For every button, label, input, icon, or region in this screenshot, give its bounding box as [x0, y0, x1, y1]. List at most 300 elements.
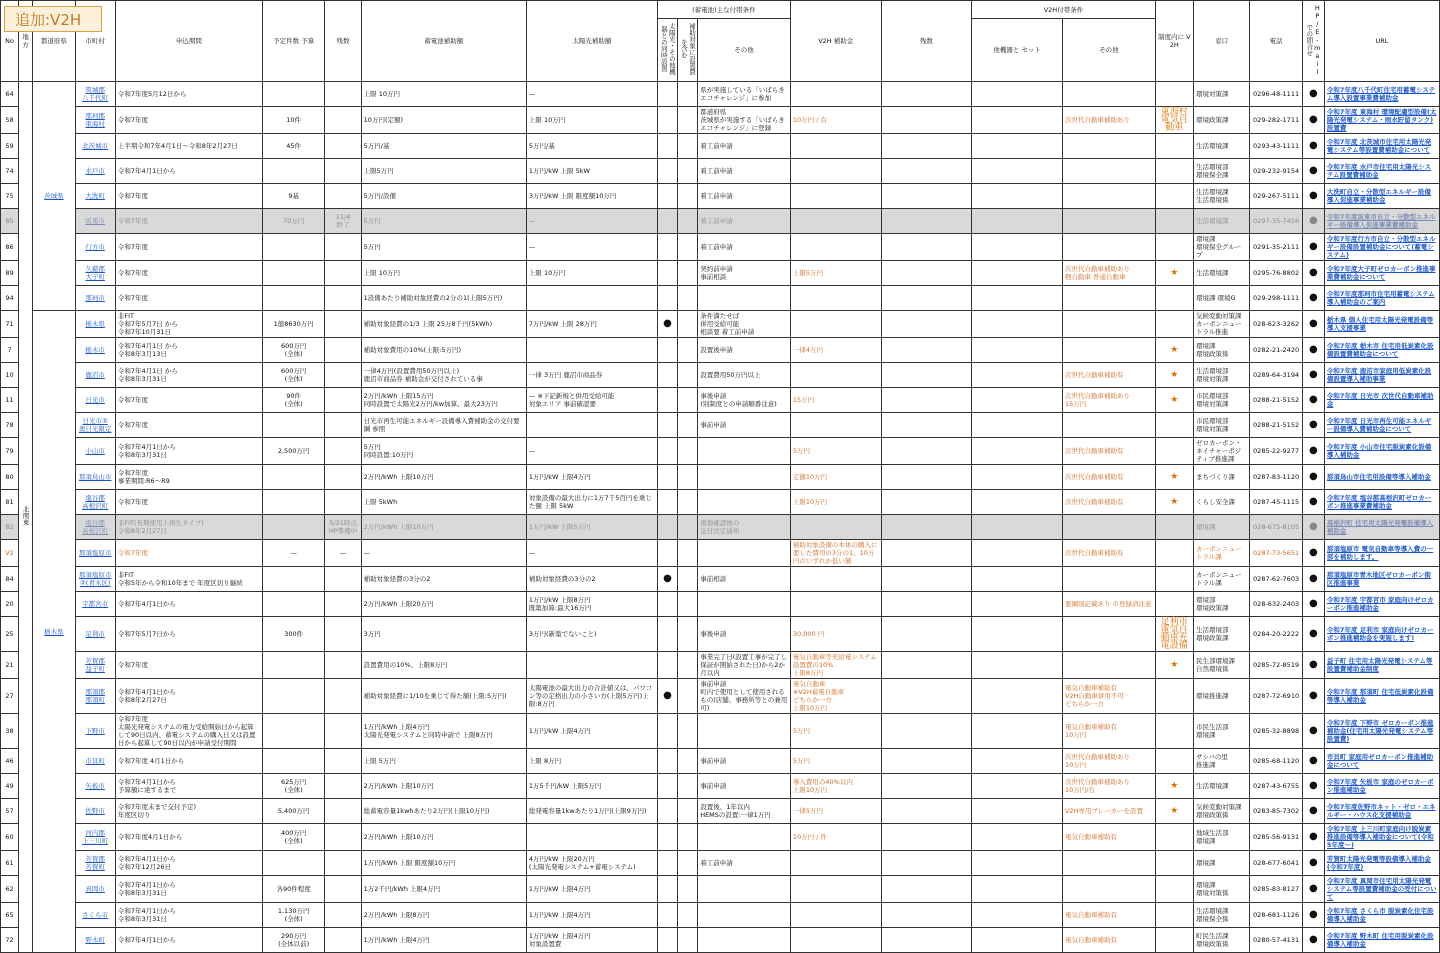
row-install-cost [678, 876, 698, 903]
row-other-device-set [972, 490, 1063, 515]
row-simultaneous [657, 388, 677, 413]
row-period: 令和7年度末まで交付予定) 年度区切り [115, 799, 262, 824]
row-period: 令和7年度 4月1日から [115, 749, 262, 774]
row-seido-v2h [1155, 928, 1193, 953]
row-municipality[interactable]: 矢板市 [75, 774, 115, 799]
row-solar: 1万円/kW 上限4万円 対象設置費 [526, 928, 657, 953]
row-battery: 2万円/kWh 上限10万円 [361, 774, 526, 799]
row-solar: — [526, 209, 657, 234]
row-other-2 [1062, 567, 1155, 592]
row-simultaneous [657, 903, 677, 928]
row-municipality[interactable]: 筑城郡 八千代町 [75, 82, 115, 107]
row-seido-v2h [1155, 876, 1193, 903]
row-count [262, 159, 324, 184]
row-simultaneous [657, 652, 677, 679]
table-row [1, 928, 1440, 953]
row-v2h: 一律4万円 [790, 338, 881, 363]
header-prefecture: 都道府県 [33, 1, 75, 82]
row-remaining [325, 311, 361, 338]
row-other-1 [698, 824, 791, 851]
row-seido-v2h [1155, 311, 1193, 338]
row-municipality[interactable]: 栃木市 [75, 338, 115, 363]
row-window: 生活環境部 環境政策課 [1193, 617, 1249, 652]
row-v2h [790, 159, 881, 184]
row-other-1 [698, 540, 791, 567]
row-municipality[interactable]: 那珂市 [75, 286, 115, 311]
table-row [1, 82, 1440, 107]
row-url[interactable]: 令和7年度 日光市再生可能エネルギー設備導入費補助金について [1324, 413, 1439, 438]
row-simultaneous [657, 515, 677, 540]
row-solar: 補助対象経費の3分の2 [526, 567, 657, 592]
row-no: 59 [1, 134, 19, 159]
row-no: 58 [1, 107, 19, 134]
row-url[interactable]: 令和7年度那珂市住宅用蓄電システム導入補助金のご案内 [1324, 286, 1439, 311]
row-remaining-2 [881, 234, 972, 261]
row-seido-v2h [1155, 184, 1193, 209]
row-simultaneous [657, 490, 677, 515]
row-other-1: 着工前申請 [698, 134, 791, 159]
header-battery-conditions: (蓄電池)主な付帯条件 [657, 1, 790, 19]
row-municipality[interactable]: 塩谷郡 高根沢町 [75, 515, 115, 540]
row-simultaneous [657, 286, 677, 311]
row-solar: 総発電容量1kwあたり1万円(上限9万円) [526, 799, 657, 824]
row-municipality[interactable]: 野木町 [75, 928, 115, 953]
row-v2h: 一律5万円 [790, 799, 881, 824]
row-count: 400万円 (全体) [262, 824, 324, 851]
row-tel: 029-282-1711 [1250, 107, 1302, 134]
row-url[interactable]: 令和7年度 塩谷郡高根沢町ゼロカーボン推進事業費補助金 [1324, 490, 1439, 515]
prefecture-tochigi[interactable] [33, 311, 75, 953]
row-period: 令和7年度 [115, 184, 262, 209]
row-tel: 0285-56-9131 [1250, 824, 1302, 851]
row-remaining: 11/4 終了 [325, 209, 361, 234]
row-municipality[interactable]: 坂東市 [75, 209, 115, 234]
row-install-cost [678, 311, 698, 338]
row-count: 600万円 (全体) [262, 338, 324, 363]
row-count [262, 465, 324, 490]
table-row [1, 490, 1440, 515]
row-url[interactable]: 令和7年度 下野市 ゼロカーボン推進補助金(住宅用太陽光発電システム等設置費) [1324, 714, 1439, 749]
row-other-1: 事前申請 町内で使用として使用されるもの(店舗、事務所等との兼用可) [698, 679, 791, 714]
row-battery: 5万円 同時設置:10万円 [361, 438, 526, 465]
row-window: 気候変動対策課 カーボンニュートラル推進 [1193, 311, 1249, 338]
row-period: 令和7年4月1日から 令和8年3月31日 [115, 438, 262, 465]
row-remaining-2 [881, 592, 972, 617]
row-count [262, 413, 324, 438]
row-other-2 [1062, 515, 1155, 540]
row-battery: 1万円/kWh 上限 限度額10万円 [361, 851, 526, 876]
row-hp: ● [1302, 714, 1324, 749]
row-v2h [790, 363, 881, 388]
row-period: 令和7年度 [115, 107, 262, 134]
row-period: 令和7年度4月1日から [115, 824, 262, 851]
row-other-2 [1062, 311, 1155, 338]
row-window: 環境課 環境G [1193, 286, 1249, 311]
row-remaining [325, 286, 361, 311]
row-tel: 0287-62-7603 [1250, 567, 1302, 592]
row-other-device-set [972, 107, 1063, 134]
row-count [262, 714, 324, 749]
row-other-device-set [972, 928, 1063, 953]
row-install-cost [678, 592, 698, 617]
row-other-device-set [972, 799, 1063, 824]
row-other-1 [698, 714, 791, 749]
row-count: 300件 [262, 617, 324, 652]
row-v2h [790, 592, 881, 617]
row-municipality[interactable]: 小山市 [75, 438, 115, 465]
row-battery: 1設備あたり補助対象経費の2分の1(上限5万円) [361, 286, 526, 311]
row-solar: 対象設備の最大出力に1万7千5百円を乗じた額 上限 5kW [526, 490, 657, 515]
row-battery: 設置費用の10%、上限8万円 [361, 652, 526, 679]
row-url[interactable]: 令和7年度 上三川町家庭向け脱炭素推進設備等導入補助金について(令和5年度～) [1324, 824, 1439, 851]
row-other-1: 着工前申請 [698, 159, 791, 184]
table-row [1, 338, 1440, 363]
row-other-2 [1062, 286, 1155, 311]
row-count [262, 515, 324, 540]
row-solar: 1万円/kW 上限8万円 既築加算:最大16万円 [526, 592, 657, 617]
row-municipality[interactable]: 真岡市 [75, 876, 115, 903]
row-simultaneous [657, 465, 677, 490]
row-url[interactable]: 令和7年度佐野市ネット・ゼロ・エネルギー・ハウス化支援補助金 [1324, 799, 1439, 824]
row-tel: 0288-21-5152 [1250, 413, 1302, 438]
row-tel: 028-681-1126 [1250, 903, 1302, 928]
row-count [262, 82, 324, 107]
row-battery: 5万円 [361, 209, 526, 234]
row-period: 令和7年4月1日から [115, 159, 262, 184]
row-url[interactable]: 令和7年度八千代町住宅用蓄電システム導入設置事業費補助金 [1324, 82, 1439, 107]
row-url[interactable]: 令和7年度 那須町 住宅低炭素化設備等導入補助金 [1324, 679, 1439, 714]
row-other-device-set [972, 261, 1063, 286]
row-municipality[interactable]: 行方市 [75, 234, 115, 261]
row-window: 環境推進課 [1193, 679, 1249, 714]
row-no: 60 [1, 824, 19, 851]
row-simultaneous [657, 749, 677, 774]
row-window: カーボンニュートラル課 [1193, 540, 1249, 567]
row-url[interactable]: 令和7年度 足利市 家庭向けゼロカーボン推進補助金を実施します! [1324, 617, 1439, 652]
row-url[interactable]: 大洗町自立・分散型エネルギー設備導入促進事業補助金 [1324, 184, 1439, 209]
row-other-device-set [972, 851, 1063, 876]
row-municipality[interactable]: 芳賀郡 益子町 [75, 652, 115, 679]
row-no: 89 [1, 261, 19, 286]
row-count: 9基 [262, 184, 324, 209]
row-seido-v2h: ★ [1155, 799, 1193, 824]
row-url[interactable]: 栃木県 個人住宅用太陽光発電設備等導入支援事業 [1324, 311, 1439, 338]
row-municipality[interactable]: 足利市 [75, 617, 115, 652]
row-tel: 0288-21-5152 [1250, 388, 1302, 413]
row-other-1 [698, 286, 791, 311]
table-row [1, 261, 1440, 286]
row-municipality[interactable]: 宇都宮市 [75, 592, 115, 617]
row-install-cost [678, 261, 698, 286]
row-municipality[interactable]: 那須郡 那須町 [75, 679, 115, 714]
table-row [1, 824, 1440, 851]
row-municipality[interactable]: 下野市 [75, 714, 115, 749]
table-row [1, 774, 1440, 799]
row-other-1: 事前相談 [698, 567, 791, 592]
row-simultaneous [657, 617, 677, 652]
row-solar: 1万円/kW 上限4万円 [526, 465, 657, 490]
row-battery: 5万円/設備 [361, 184, 526, 209]
row-solar: 5万円/基 [526, 134, 657, 159]
row-hp: ● [1302, 184, 1324, 209]
row-tel: 028-632-2403 [1250, 592, 1302, 617]
row-other-2: V2H専用ブレーカーを設置 [1062, 799, 1155, 824]
row-other-1: 事後申請 (別制度との申請順番注意) [698, 388, 791, 413]
row-no: 25 [1, 617, 19, 652]
row-municipality[interactable]: 久慈郡 大子町 [75, 261, 115, 286]
row-municipality[interactable]: 芳賀郡 芳賀町 [75, 851, 115, 876]
row-other-2 [1062, 184, 1155, 209]
row-solar: 上限 10万円 [526, 107, 657, 134]
row-other-2 [1062, 652, 1155, 679]
row-remaining [325, 749, 361, 774]
row-other-2: 次世代自動車補助あり 10万円/台 [1062, 774, 1155, 799]
row-count: 625万円 (全体) [262, 774, 324, 799]
row-url[interactable]: 令和7年度 水戸市住宅用太陽光システム設置費補助金 [1324, 159, 1439, 184]
row-url[interactable]: 令和7年度 野木町 住宅用脱炭素化設備導入補助金 [1324, 928, 1439, 953]
row-other-device-set [972, 338, 1063, 363]
row-simultaneous [657, 592, 677, 617]
row-other-2 [1062, 876, 1155, 903]
header-v2h-conditions: V2H付帯条件 [972, 1, 1155, 19]
row-municipality[interactable]: 日光市 [75, 388, 115, 413]
region-label: 北関東 [21, 506, 30, 526]
table-row [1, 363, 1440, 388]
row-tel: 0285-68-1120 [1250, 749, 1302, 774]
row-other-1 [698, 876, 791, 903]
row-window: 生活環境課 [1193, 774, 1249, 799]
row-url[interactable]: 那須塩原市青木地区ゼロカーボン街区推進事業 [1324, 567, 1439, 592]
row-solar: 1万円/kW 上限4万円 [526, 714, 657, 749]
row-simultaneous [657, 363, 677, 388]
row-install-cost [678, 438, 698, 465]
row-municipality[interactable]: 那須烏山市 [75, 465, 115, 490]
row-install-cost [678, 490, 698, 515]
row-period: 令和7年5月7日から [115, 617, 262, 652]
row-count [262, 567, 324, 592]
row-period: 令和7年度 [115, 261, 262, 286]
row-municipality[interactable]: 水戸市 [75, 159, 115, 184]
row-hp: ● [1302, 515, 1324, 540]
row-battery: 総蓄電容量1kwhあたり2万円(上限10万円) [361, 799, 526, 824]
row-remaining: 5/21時点 HP準備中 [325, 515, 361, 540]
row-solar: 上限 10万円 [526, 261, 657, 286]
row-window: 民生部環境課 自然環境係 [1193, 652, 1249, 679]
row-hp: ● [1302, 261, 1324, 286]
row-tel: 0282-21-2420 [1250, 338, 1302, 363]
row-other-1: 事前申請 [698, 749, 791, 774]
row-install-cost [678, 540, 698, 567]
row-window: 生活環境部 環境保全課 [1193, 159, 1249, 184]
row-other-2: 次世代自動車補助あり 軽自動車 普通自動車 [1062, 261, 1155, 286]
row-other-1: 都道府県 茨城県が実施する「いばらきエコチャレンジ」に登録 [698, 107, 791, 134]
row-no: 75 [1, 184, 19, 209]
row-other-device-set [972, 465, 1063, 490]
table-row [1, 209, 1440, 234]
row-tel: 0285-22-9277 [1250, 438, 1302, 465]
row-municipality[interactable]: 鹿沼市 [75, 363, 115, 388]
row-window: 環境部 環境政策課 [1193, 592, 1249, 617]
row-seido-v2h: 足利市電気自動車充電設備 [1155, 617, 1193, 652]
row-count: 各90件程度 [262, 876, 324, 903]
row-municipality[interactable]: 佐野市 [75, 799, 115, 824]
row-battery: 日光市再生可能エネルギー設備導入費補助金の交付要綱 参照 [361, 413, 526, 438]
row-other-2: 次世代自動車補助有 [1062, 540, 1155, 567]
row-tel: 0287-45-1115 [1250, 490, 1302, 515]
row-battery: 補助対象経費の1/3 上限 25万8千円(5kWh) [361, 311, 526, 338]
row-v2h [790, 234, 881, 261]
row-other-device-set [972, 617, 1063, 652]
row-no: 74 [1, 159, 19, 184]
row-v2h: 5万円 [790, 714, 881, 749]
row-url[interactable]: 令和7年度坂東市自立・分散型エネルギー設備導入促進事業費補助金 [1324, 209, 1439, 234]
row-window: 環境対策課 [1193, 82, 1249, 107]
row-other-device-set [972, 134, 1063, 159]
row-url[interactable]: 令和7年度 小山市住宅脱炭素化設備導入補助金 [1324, 438, 1439, 465]
row-tel: 0283-85-7302 [1250, 799, 1302, 824]
row-url[interactable]: 令和7年度 北茨城市住宅用太陽光発電システム等設置費補助金について [1324, 134, 1439, 159]
row-url[interactable]: 市貝町 家庭用ゼロカーボン推進補助金について [1324, 749, 1439, 774]
row-other-2: 電気自動車補助有 [1062, 824, 1155, 851]
row-municipality[interactable]: さくら市 [75, 903, 115, 928]
row-municipality[interactable]: 日光市② 奥日光限定 [75, 413, 115, 438]
row-tel: 029-267-5111 [1250, 184, 1302, 209]
row-window: 環境課 環境保全グループ [1193, 234, 1249, 261]
row-municipality[interactable]: 塩谷郡 高根沢町 [75, 490, 115, 515]
row-tel: 0280-57-4131 [1250, 928, 1302, 953]
row-simultaneous [657, 851, 677, 876]
row-remaining-2 [881, 465, 972, 490]
row-window: まちづくり課 [1193, 465, 1249, 490]
prefecture-link[interactable]: 茨城県 [44, 192, 64, 200]
row-url[interactable]: 令和7年度 鹿沼市家庭用低炭素化設備設置導入補助事業 [1324, 363, 1439, 388]
row-hp: ● [1302, 490, 1324, 515]
header-municipality: 市町村 [75, 1, 115, 82]
row-municipality[interactable]: 市貝町 [75, 749, 115, 774]
row-solar: 4万円/kW 上限20万円 (太陽光発電システム+蓄電システム) [526, 851, 657, 876]
row-battery: 10万円(定額) [361, 107, 526, 134]
row-period: 令和7年4月1日 から 令和8年3月13日 [115, 338, 262, 363]
row-other-1 [698, 592, 791, 617]
row-tel: 0287-43-6755 [1250, 774, 1302, 799]
row-remaining [325, 388, 361, 413]
row-municipality[interactable]: 栃木県 [75, 311, 115, 338]
row-count [262, 286, 324, 311]
header-other-1: その他 [698, 19, 791, 82]
row-hp: ● [1302, 567, 1324, 592]
row-seido-v2h [1155, 567, 1193, 592]
row-remaining [325, 234, 361, 261]
row-remaining [325, 876, 361, 903]
row-v2h [790, 286, 881, 311]
row-hp: ● [1302, 592, 1324, 617]
row-battery: 上限 10万円 [361, 82, 526, 107]
row-battery: 上限 10万円 [361, 261, 526, 286]
row-url[interactable]: 令和7年度 日光市 次世代自動車補助金 [1324, 388, 1439, 413]
row-no: 79 [1, 438, 19, 465]
row-municipality[interactable]: 大洗町 [75, 184, 115, 209]
row-url[interactable]: 高根沢町 住宅用太陽光発電設備導入補助金 [1324, 515, 1439, 540]
prefecture-link[interactable]: 栃木県 [44, 627, 64, 636]
row-url[interactable]: 令和7年度 真岡市住宅用太陽光発電システム等設置費補助金の受付について [1324, 876, 1439, 903]
row-window: 環境課 [1193, 515, 1249, 540]
row-v2h: 定額10万円 [790, 465, 881, 490]
row-count: 70万円 [262, 209, 324, 234]
row-hp: ● [1302, 617, 1324, 652]
row-url[interactable]: 那須塩原市 電気自動車等導入費の一部を補助します。 [1324, 540, 1439, 567]
row-seido-v2h: ★ [1155, 490, 1193, 515]
row-simultaneous [657, 234, 677, 261]
row-remaining-2 [881, 184, 972, 209]
row-no: 21 [1, 652, 19, 679]
table-row [1, 714, 1440, 749]
row-url[interactable]: 令和7年度 栃木市 住宅用低炭素化設備設置費補助金について [1324, 338, 1439, 363]
row-hp: ● [1302, 413, 1324, 438]
row-other-2: 次世代自動車補助あり 10万円 [1062, 749, 1155, 774]
row-url[interactable]: 令和7年度大子町ゼロカーボン推進事業費補助金について [1324, 261, 1439, 286]
row-seido-v2h [1155, 438, 1193, 465]
row-other-1: 設置後、1年以内 HEMSの設置:一律1万円 [698, 799, 791, 824]
row-remaining [325, 652, 361, 679]
row-v2h: 補助対象設備の本体の購入に要した費用の3分の1、10万円のいずれか低い額 [790, 540, 881, 567]
row-municipality[interactable]: 那須塩原市 ②(青木区) [75, 567, 115, 592]
row-municipality[interactable]: 那須塩原市 [75, 540, 115, 567]
row-simultaneous: ● [657, 679, 677, 714]
row-url[interactable]: 令和7年度 矢板市 家庭のゼロカーボン推進補助金 [1324, 774, 1439, 799]
row-url[interactable]: 令和7年度行方市自立・分散型エネルギー設備設置補助金について(蓄電システム) [1324, 234, 1439, 261]
row-remaining-2 [881, 824, 972, 851]
row-solar: 3万円/kW 上限 限度額10万円 [526, 184, 657, 209]
row-hp: ● [1302, 388, 1324, 413]
row-hp: ● [1302, 338, 1324, 363]
row-battery: 補助対象経費の3分の2 [361, 567, 526, 592]
row-tel: 029-232-9154 [1250, 159, 1302, 184]
row-municipality[interactable]: 河内郡 上三川町 [75, 824, 115, 851]
row-window: 生活環境部 環境対策課 [1193, 363, 1249, 388]
row-other-device-set [972, 714, 1063, 749]
row-simultaneous [657, 209, 677, 234]
row-install-cost [678, 465, 698, 490]
row-install-cost [678, 714, 698, 749]
table-row [1, 388, 1440, 413]
row-tel: 028-677-6041 [1250, 851, 1302, 876]
row-other-1: 事前申請 [698, 413, 791, 438]
row-tel: 0289-64-3194 [1250, 363, 1302, 388]
row-remaining [325, 465, 361, 490]
row-other-2: 電気自動車補助有 [1062, 928, 1155, 953]
row-seido-v2h [1155, 749, 1193, 774]
row-municipality[interactable]: 北茨城市 [75, 134, 115, 159]
table-row [1, 876, 1440, 903]
row-url[interactable]: 芳賀町太陽光発電等設備導入補助金(令和7年度) [1324, 851, 1439, 876]
row-seido-v2h [1155, 903, 1193, 928]
row-simultaneous [657, 107, 677, 134]
row-v2h [790, 82, 881, 107]
row-url[interactable]: 令和7年度 宇都宮市 家庭向けゼロカーボン推進補助金 [1324, 592, 1439, 617]
row-remaining-2 [881, 928, 972, 953]
row-municipality[interactable]: 那珂郡 東海村 [75, 107, 115, 134]
row-url[interactable]: 令和7年度 さくら市 脱炭素化住宅設備導入補助金 [1324, 903, 1439, 928]
row-count [262, 851, 324, 876]
row-url[interactable]: 令和7年度 東海村 環境配慮型設備(太陽光発電システム・雨水貯留タンク)設置費 [1324, 107, 1439, 134]
prefecture-ibaraki[interactable] [33, 82, 75, 311]
row-url[interactable]: 益子町 住宅用太陽光発電システム等設置費補助金制度 [1324, 652, 1439, 679]
row-url[interactable]: 那須烏山市住宅用設備等導入補助金 [1324, 465, 1439, 490]
row-tel: 0296-48-1111 [1250, 82, 1302, 107]
row-no: 62 [1, 876, 19, 903]
row-remaining-2 [881, 134, 972, 159]
table-row [1, 617, 1440, 652]
